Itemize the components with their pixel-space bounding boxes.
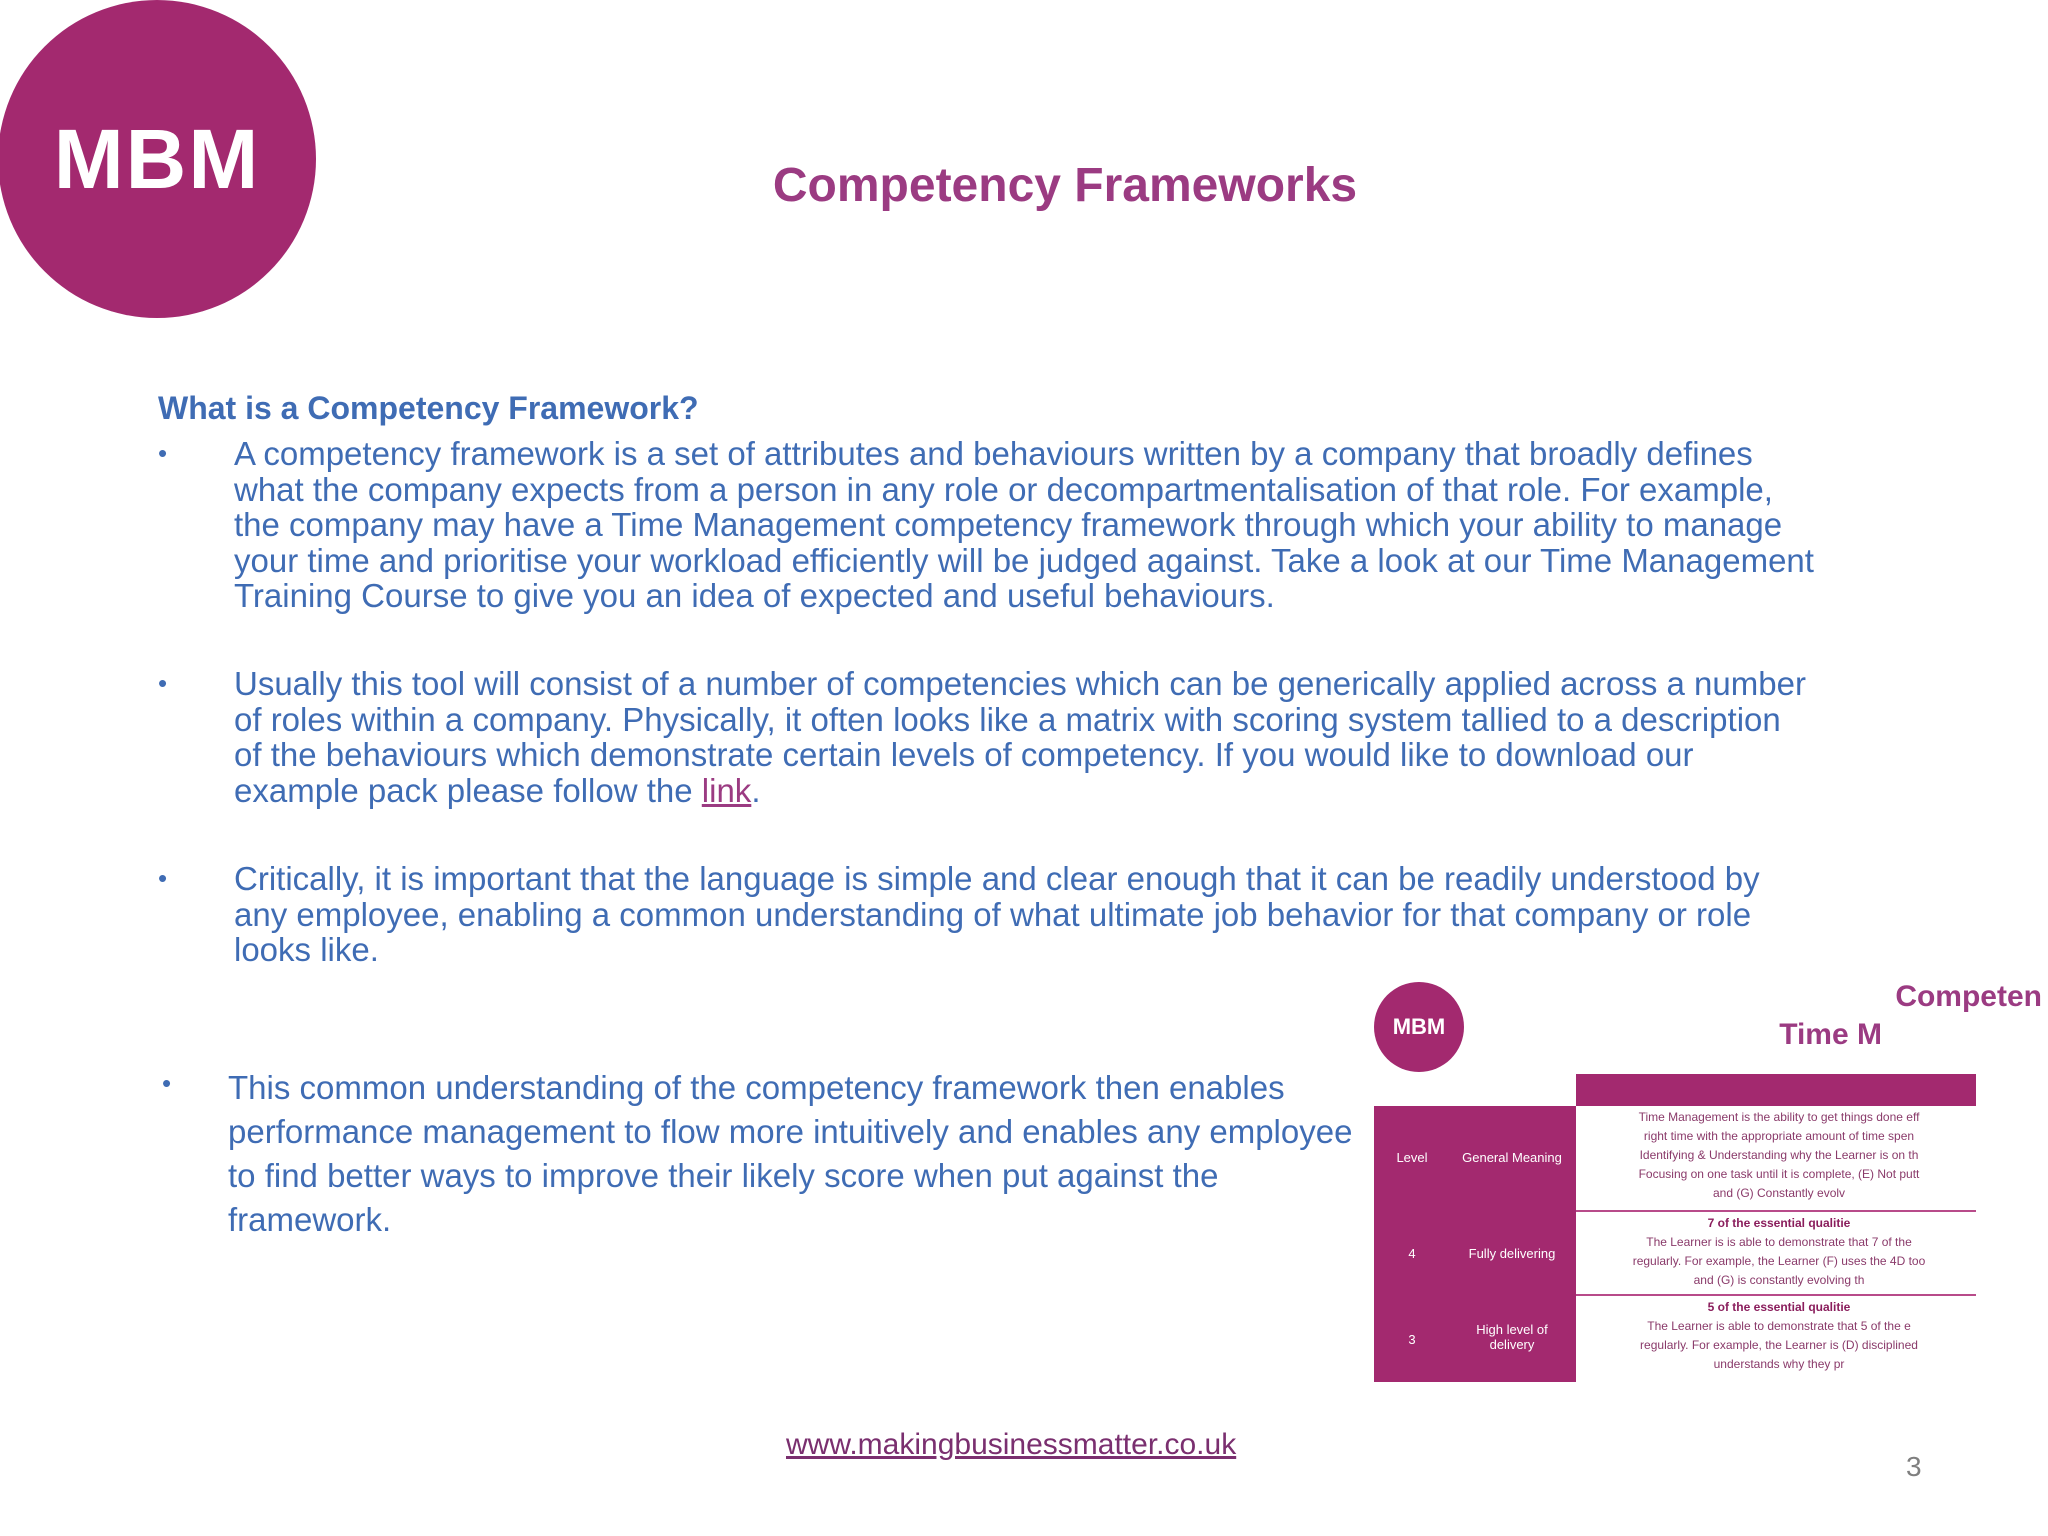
thumbnail-title: [1742, 978, 2042, 1054]
bullet-text: This common understanding of the competency framework then enables performance management to flow more intuitively and enables any employee to find better ways to improve their likely score when put against the framework.: [228, 1069, 1353, 1238]
bullet-text: [234, 666, 1814, 808]
thumbnail-text-line: The Learner is is able to demonstrate that 7 of the: [1646, 1235, 1912, 1249]
page-number: 3: [1906, 1451, 1922, 1482]
thumbnail-title-line: Time M: [1779, 1018, 1882, 1051]
thumbnail-text-line: The Learner is able to demonstrate that 5 of the e: [1647, 1319, 1911, 1333]
framework-thumbnail-image: [1362, 970, 2042, 1382]
bullet-text: Critically, it is important that the language is simple and clear enough that it can be readily understood by any employee, enabling a common understanding of what ultimate job behavior for that company or role looks like.: [234, 860, 1760, 968]
thumbnail-text-line: understands why they pr: [1713, 1357, 1845, 1371]
thumbnail-level-value: 3: [1408, 1332, 1416, 1347]
thumbnail-text-line: and (G) is constantly evolving th: [1693, 1273, 1865, 1287]
page-title: Competency Frameworks: [772, 159, 1358, 212]
thumbnail-row-text: [1584, 1298, 1974, 1374]
thumbnail-meaning-value: Fully delivering: [1468, 1246, 1556, 1261]
thumbnail-text-line: regularly. For example, the Learner is (D) disciplined: [1640, 1338, 1918, 1352]
thumbnail-text-line: Time Management is the ability to get things done eff: [1638, 1110, 1920, 1124]
thumbnail-text-line: right time with the appropriate amount of time spen: [1643, 1129, 1915, 1143]
thumbnail-row-heading: 5 of the essential qualitie: [1707, 1300, 1851, 1314]
bullet-dot: •: [158, 438, 168, 468]
thumbnail-level-value: 4: [1408, 1246, 1416, 1261]
bullet-text-after-link: .: [751, 771, 761, 809]
thumbnail-meaning-value: High level of delivery: [1476, 1322, 1548, 1352]
thumbnail-text-line: Focusing on one task until it is complete, (E) Not putt: [1638, 1167, 1920, 1181]
logo-text: MBM: [53, 111, 261, 206]
example-pack-link[interactable]: link: [701, 771, 752, 809]
thumbnail-row-text: [1584, 1214, 1974, 1290]
thumbnail-meaning-header: General Meaning: [1462, 1150, 1562, 1165]
thumbnail-row-separator: [1576, 1210, 1976, 1212]
thumbnail-row-heading: 7 of the essential qualitie: [1707, 1216, 1851, 1230]
bullet-dot: •: [162, 1068, 172, 1098]
website-link[interactable]: www.makingbusinessmatter.co.uk: [786, 1428, 1237, 1461]
thumbnail-header-band: [1576, 1074, 1976, 1106]
bullet-text-before-link: Usually this tool will consist of a number of competencies which can be generically applied across a number of roles within a company. Physically, it often looks like a matrix with scoring system tallied to a description of the behaviours which demonstrate certain levels of competency. If you would like to download our example pack please follow the: [234, 665, 1806, 809]
bullet-dot: •: [158, 863, 168, 893]
thumbnail-text-line: and (G) Constantly evolv: [1712, 1186, 1846, 1200]
thumbnail-text-line: Identifying & Understanding why the Learner is on th: [1639, 1148, 1919, 1162]
bullet-text: A competency framework is a set of attributes and behaviours written by a company that broadly defines what the company expects from a person in any role or decompartmentalisation of that role. For example, the company may have a Time Management competency framework through which your ability to manage your time and prioritise your workload efficiently will be judged against. Take a look at our Time Management Training Course to give you an idea of expected and useful behaviours.: [234, 435, 1814, 614]
thumbnail-title-line: Competen: [1895, 980, 2042, 1013]
section-heading: What is a Competency Framework?: [158, 390, 699, 426]
thumbnail-text-line: regularly. For example, the Learner (F) uses the 4D too: [1632, 1254, 1926, 1268]
mbm-logo: [0, 0, 316, 318]
bullet-dot: •: [158, 668, 168, 698]
thumbnail-level-header: Level: [1396, 1150, 1428, 1165]
thumbnail-logo: MBM: [1374, 982, 1464, 1072]
thumbnail-header-text: [1584, 1108, 1974, 1203]
thumbnail-row-separator: [1576, 1294, 1976, 1296]
